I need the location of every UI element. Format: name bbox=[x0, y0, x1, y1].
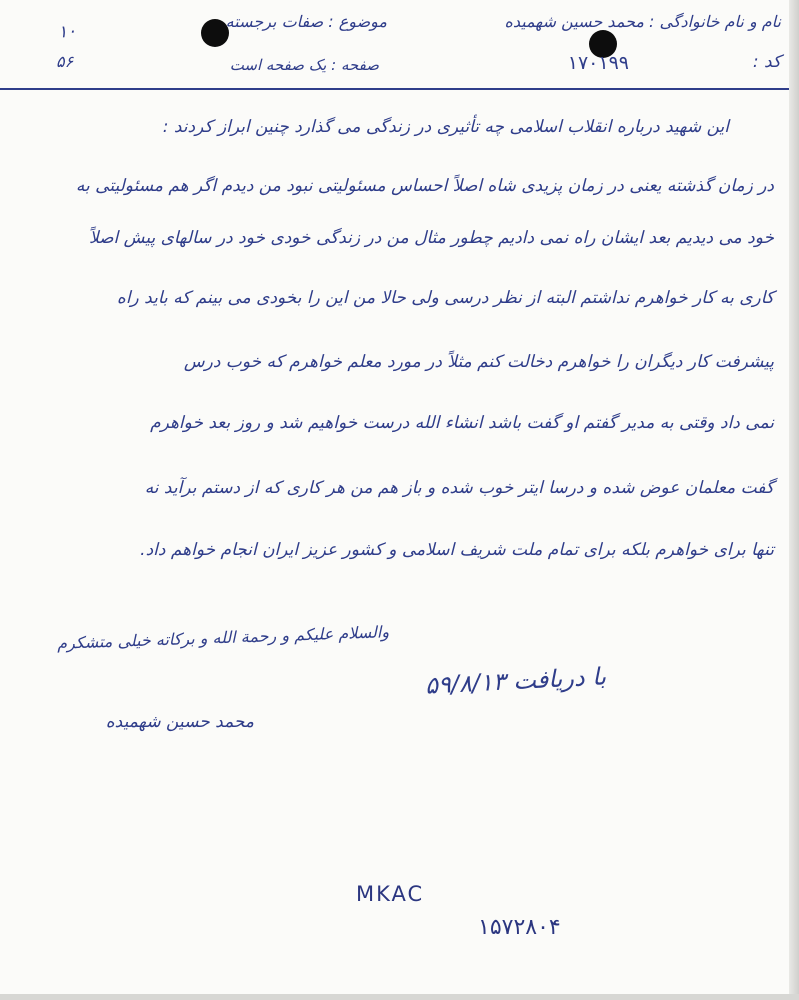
corner-mark-top: ۱۰ bbox=[57, 21, 78, 43]
page-note: صفحه : یک صفحه است bbox=[229, 56, 379, 74]
body-line-4: کاری به کار خواهرم نداشتم البته از نظر درسی ولی حالا من این را بخودی می بینم که باید راه bbox=[116, 288, 774, 308]
received-date-note: با دریافت ۵۹/۸/۱۳ bbox=[424, 662, 607, 700]
page-bottom-edge bbox=[0, 994, 799, 1000]
body-line-6: نمی داد وقتی به مدیر گفتم او گفت باشد انشاء الله درست خواهیم شد و روز بعد خواهرم bbox=[150, 413, 774, 433]
corner-mark-bottom: ۵۶ bbox=[56, 52, 74, 71]
body-line-8: تنها برای خواهرم بلکه برای تمام ملت شریف اسلامی و کشور عزیز ایران انجام خواهم داد. bbox=[140, 540, 774, 560]
page-edge-shadow bbox=[789, 0, 799, 1000]
closing-salutation: والسلام علیکم و رحمة الله و برکاته خیلی متشکرم bbox=[56, 622, 390, 653]
body-line-5: پیشرفت کار دیگران را خواهرم دخالت کنم مثلاً در مورد معلم خواهرم که خوب درس bbox=[183, 352, 774, 372]
archive-number: ۱۵۷۲۸۰۴ bbox=[478, 915, 561, 940]
header-divider bbox=[0, 88, 789, 90]
body-line-1: این شهید درباره انقلاب اسلامی چه تأثیری در زندگی می گذارد چنین ابراز کردند : bbox=[162, 117, 729, 137]
body-line-2: در زمان گذشته یعنی در زمان پزیدی شاه اصلاً احساس مسئولیتی نبود من دیدم اگر هم مسئولیتی به bbox=[75, 176, 774, 196]
body-line-3: خود می دیدیم بعد ایشان راه نمی دادیم چطور مثال من در زندگی خودی خود در سالهای پیش اصلاً bbox=[88, 228, 774, 248]
body-line-7: گفت معلمان عوض شده و درسا ایتر خوب شده و باز هم من هر کاری که از دستم برآید نه bbox=[144, 478, 774, 498]
code-value: ۱۷۰۱۹۹ bbox=[567, 52, 629, 74]
name-field: نام و نام خانوادگی : محمد حسین شهمیده bbox=[504, 12, 781, 31]
signature: محمد حسین شهمیده bbox=[105, 712, 254, 732]
subject-field: موضوع : صفات برجسته bbox=[225, 12, 387, 31]
code-label: کد : bbox=[752, 52, 781, 72]
archive-code: MKAC bbox=[356, 882, 425, 906]
